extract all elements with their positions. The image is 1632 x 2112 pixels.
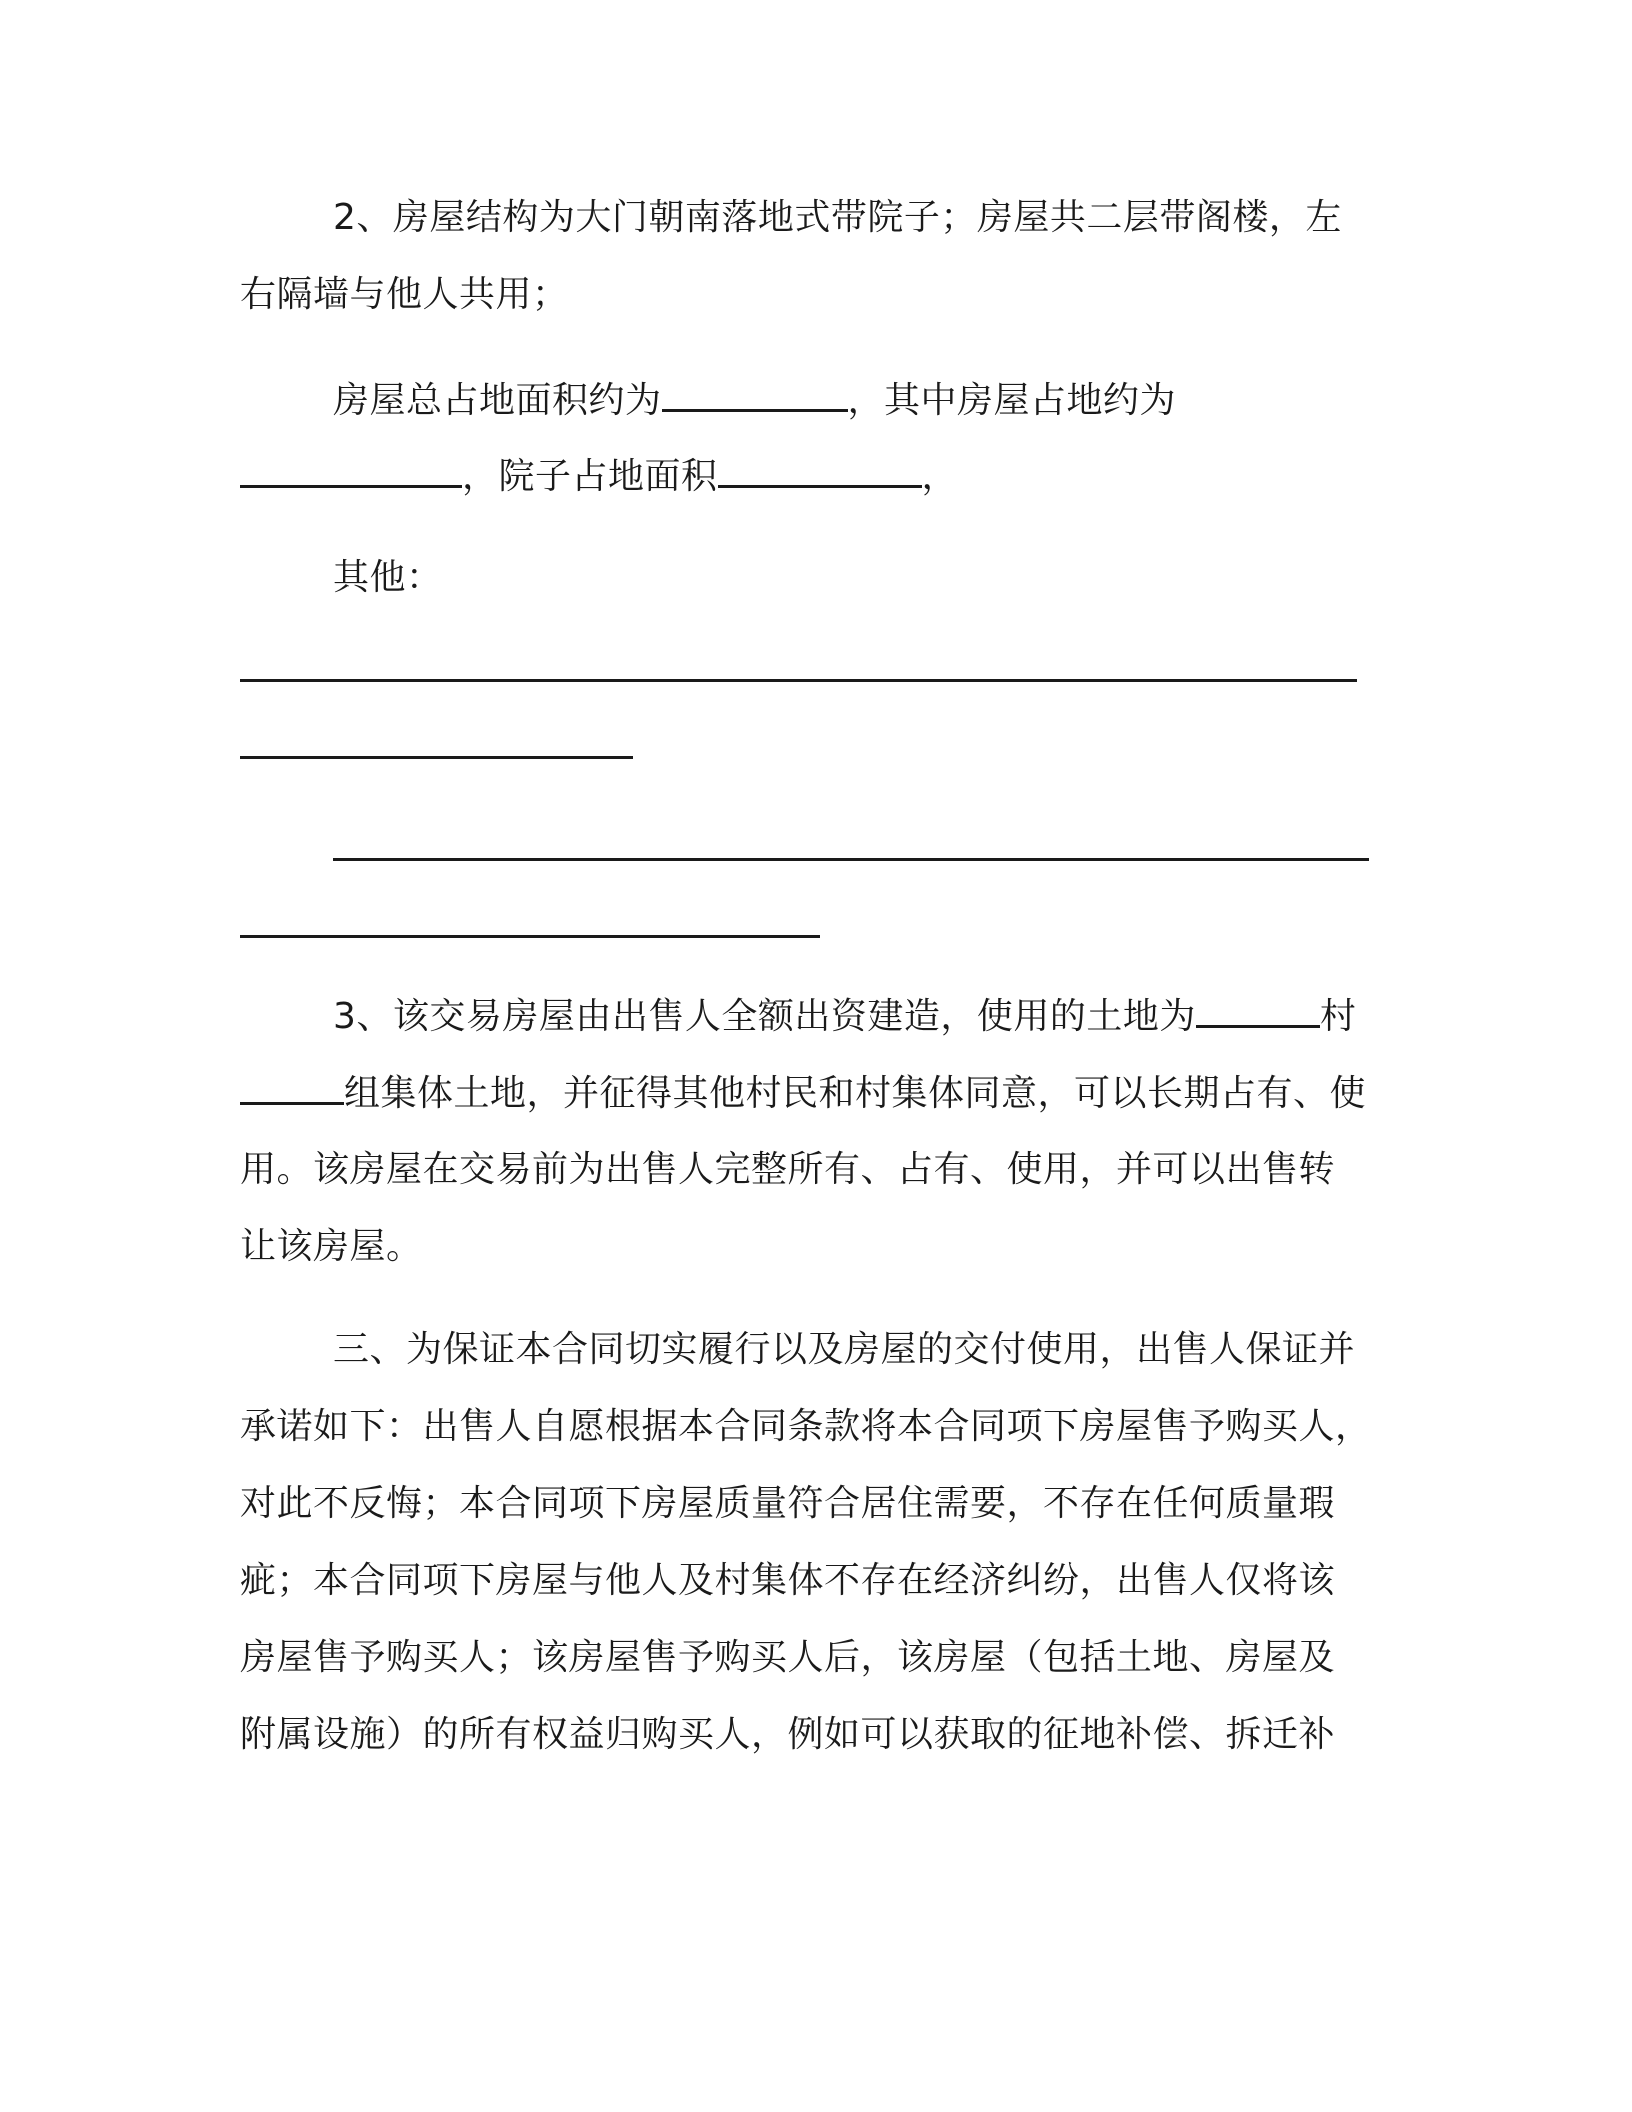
other-blank-line-2[interactable] (240, 756, 633, 759)
area-line-1 (333, 375, 1333, 426)
para-3-line-4: 让该房屋。 (240, 1226, 423, 1267)
para-2-line-2: 右隔墙与他人共用； (240, 274, 569, 315)
other-blank-line-1[interactable] (240, 679, 1357, 682)
para-3-line-1-text: 3、该交易房屋由出售人全额出资建造，使用的土地为 (333, 996, 1196, 1037)
section-3-line-2: 承诺如下：出售人自愿根据本合同条款将本合同项下房屋售予购买人， (240, 1406, 1372, 1447)
village-blank[interactable] (1196, 991, 1320, 1028)
section-3-line-3: 对此不反悔；本合同项下房屋质量符合居住需要，不存在任何质量瑕 (240, 1483, 1336, 1524)
house-area-label: ，其中房屋占地约为 (847, 380, 1177, 421)
group-blank[interactable] (240, 1068, 344, 1105)
house-area-blank[interactable] (240, 451, 462, 488)
para-3-line-2-text: 组集体土地，并征得其他村民和村集体同意，可以长期占有、使 (344, 1073, 1367, 1114)
area-line-2 (240, 451, 1240, 502)
para-3-line-2 (240, 1068, 1380, 1119)
total-area-blank[interactable] (662, 375, 848, 412)
section-3-line-4: 疵；本合同项下房屋与他人及村集体不存在经济纠纷，出售人仅将该 (240, 1560, 1336, 1601)
section-3-line-5: 房屋售予购买人；该房屋售予购买人后，该房屋（包括土地、房屋及 (240, 1637, 1336, 1678)
other-blank-line-4[interactable] (240, 935, 820, 938)
area-end-comma: ， (921, 456, 959, 497)
yard-area-label: ，院子占地面积 (462, 456, 718, 497)
para-2-line-1: 2、房屋结构为大门朝南落地式带院子；房屋共二层带阁楼，左 (333, 197, 1342, 238)
other-blank-line-3[interactable] (333, 858, 1369, 861)
section-3-line-6: 附属设施）的所有权益归购买人，例如可以获取的征地补偿、拆迁补 (240, 1714, 1336, 1755)
section-3-line-1: 三、为保证本合同切实履行以及房屋的交付使用，出售人保证并 (333, 1329, 1356, 1370)
para-3-line-3: 用。该房屋在交易前为出售人完整所有、占有、使用，并可以出售转 (240, 1149, 1336, 1190)
para-3-line-1 (333, 991, 1433, 1042)
total-area-label: 房屋总占地面积约为 (333, 380, 662, 421)
other-label: 其他： (333, 557, 443, 598)
yard-area-blank[interactable] (718, 451, 922, 488)
village-suffix: 村 (1319, 996, 1357, 1037)
